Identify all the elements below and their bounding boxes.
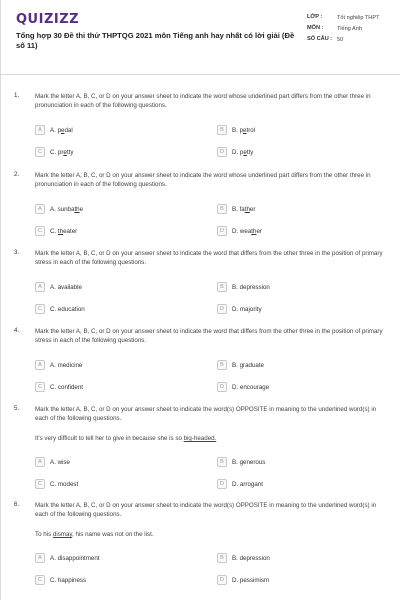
option-label [50, 206, 83, 213]
option-letter-badge: B [217, 125, 227, 135]
count-label: SỐ CÂU : [307, 36, 333, 42]
sentence-suffix: , his name was not on the list. [72, 531, 154, 538]
answer-option-a[interactable] [35, 282, 82, 292]
option-label [50, 306, 85, 313]
option-label [50, 362, 82, 369]
question-number: 2. [14, 171, 20, 178]
option-text: A. disappointment [50, 554, 100, 562]
answer-option-d[interactable] [217, 304, 262, 314]
option-underlined: e [61, 126, 65, 134]
option-letter-badge: B [217, 282, 227, 292]
grade-value: Tốt nghiệp THPT [337, 15, 380, 21]
option-text-end: dal [64, 126, 73, 134]
sentence-underlined: big-headed. [183, 435, 217, 442]
option-label [232, 127, 255, 134]
option-letter-badge: A [35, 125, 45, 135]
question-text: Mark the letter A, B, C, or D on your answer sheet to indicate the word that differs from the other three in the position of primary stress in each of the following questions. [35, 328, 383, 344]
option-text: C. happiness [50, 576, 87, 584]
question-number: 6. [14, 501, 20, 508]
option-label [50, 384, 83, 391]
option-letter-badge: B [217, 204, 227, 214]
option-underlined: e [243, 126, 247, 134]
option-label [232, 206, 255, 213]
option-letter-badge: A [35, 457, 45, 467]
document-title: Tổng hợp 30 Đề thi thử THPTQG 2021 môn Tiếng anh hay nhất có lời giải (Đề số 11) [16, 31, 295, 50]
answer-option-c[interactable] [35, 575, 86, 585]
option-label [232, 384, 269, 391]
answer-option-d[interactable] [217, 479, 263, 489]
option-letter-badge: B [217, 553, 227, 563]
answer-option-c[interactable] [35, 226, 77, 236]
option-letter-badge: D [217, 575, 227, 585]
option-letter-badge: A [35, 282, 45, 292]
option-text: D. encourage [232, 383, 270, 391]
option-label [50, 284, 82, 291]
option-text: C. modest [50, 480, 79, 488]
option-text: D. majority [232, 305, 262, 313]
question-sentence [35, 434, 391, 443]
option-text: C. confident [50, 383, 84, 391]
option-text-end: er [256, 227, 262, 235]
option-text: B. graduate [232, 361, 264, 369]
option-text: A. available [50, 283, 82, 291]
worksheet-header [1, 0, 400, 75]
answer-option-c[interactable] [35, 304, 85, 314]
option-text: B. p [232, 126, 244, 134]
sentence-prefix: It's very difficult to tell her to give in because she is so [35, 435, 184, 442]
question-text: Mark the letter A, B, C, or D on your answer sheet to indicate the word(s) OPPOSITE in meaning to the underlined word(s) in each of the following questions. [35, 502, 377, 518]
answer-option-c[interactable] [35, 382, 83, 392]
option-letter-badge: C [35, 479, 45, 489]
option-text-end: eater [63, 227, 78, 235]
answer-option-d[interactable] [217, 226, 262, 236]
option-text: B. depression [232, 554, 270, 562]
option-text: B. fa [232, 205, 245, 213]
sentence-prefix: To his [35, 531, 53, 538]
question-number: 3. [14, 249, 20, 256]
option-letter-badge: C [35, 575, 45, 585]
option-text: D. p [232, 148, 244, 156]
option-underlined: e [243, 148, 247, 156]
option-text-end: tty [246, 148, 254, 156]
option-label [50, 577, 86, 584]
option-text: C. [50, 227, 58, 235]
count-value: 50 [337, 37, 344, 43]
option-label [232, 149, 253, 156]
option-text: D. pessimism [232, 576, 270, 584]
option-letter-badge: A [35, 204, 45, 214]
answer-option-a[interactable] [35, 553, 100, 563]
option-label [232, 481, 263, 488]
answer-option-b[interactable] [217, 125, 255, 135]
option-label [50, 459, 70, 466]
answer-option-b[interactable] [217, 282, 270, 292]
meta-panel [307, 14, 397, 47]
option-label [232, 555, 270, 562]
option-text: C. pr [50, 148, 64, 156]
option-text: A. p [50, 126, 62, 134]
option-text: A. wise [50, 458, 70, 466]
option-text: B. generous [232, 458, 266, 466]
option-label [232, 577, 269, 584]
answer-option-d[interactable] [217, 147, 253, 157]
option-underlined: th [57, 227, 64, 235]
option-underlined: th [244, 205, 250, 213]
option-letter-badge: A [35, 553, 45, 563]
option-letter-badge: B [217, 457, 227, 467]
option-letter-badge: D [217, 479, 227, 489]
option-underlined: th [74, 205, 80, 213]
answer-option-c[interactable] [35, 479, 78, 489]
question-number: 5. [14, 405, 20, 412]
sentence-underlined: dismay [52, 531, 73, 538]
option-letter-badge: D [217, 382, 227, 392]
question-text: Mark the letter A, B, C, or D on your answer sheet to indicate the word whose underlined part differs from the other three in pronunciation in each of the following questions. [35, 93, 371, 109]
option-letter-badge: C [35, 226, 45, 236]
option-letter-badge: C [35, 304, 45, 314]
option-text-end: tty [66, 148, 74, 156]
option-letter-badge: D [217, 226, 227, 236]
answer-option-d[interactable] [217, 575, 269, 585]
question-text: Mark the letter A, B, C, or D on your answer sheet to indicate the word(s) OPPOSITE in meaning to the underlined word(s) in each of the following questions. [35, 406, 377, 422]
option-text: D. arrogant [232, 480, 263, 488]
option-text-end: er [249, 205, 256, 213]
question-number: 4. [14, 327, 20, 334]
answer-option-a[interactable] [35, 125, 73, 135]
option-label [232, 459, 265, 466]
option-label [50, 149, 73, 156]
answer-option-a[interactable] [35, 360, 82, 370]
answer-option-a[interactable] [35, 204, 83, 214]
meta-count [307, 36, 397, 44]
option-text: A. sunba [50, 205, 75, 213]
option-label [232, 228, 262, 235]
answer-option-a[interactable] [35, 457, 70, 467]
question-text: Mark the letter A, B, C, or D on your answer sheet to indicate the word whose underlined part differs from the other three in pronunciation in each of the following questions. [35, 172, 371, 188]
option-text: C. education [50, 305, 85, 313]
option-text: B. depression [232, 283, 270, 291]
option-label [50, 127, 73, 134]
option-underlined: e [63, 148, 67, 156]
answer-option-b[interactable] [217, 553, 270, 563]
option-label [50, 228, 77, 235]
answer-option-b[interactable] [217, 360, 264, 370]
option-letter-badge: C [35, 147, 45, 157]
answer-option-c[interactable] [35, 147, 73, 157]
question-text: Mark the letter A, B, C, or D on your answer sheet to indicate the word that differs from the other three in the position of primary stress in each of the following questions. [35, 250, 383, 266]
option-label [50, 481, 78, 488]
option-label [50, 555, 100, 562]
question-sentence [35, 530, 391, 539]
subject-value: Tiếng Anh [337, 26, 362, 32]
option-letter-badge: D [217, 304, 227, 314]
option-label [232, 362, 264, 369]
subject-label: MÔN : [307, 25, 324, 31]
option-letter-badge: A [35, 360, 45, 370]
grade-label: LỚP : [307, 14, 323, 20]
meta-grade [307, 14, 397, 22]
option-text-end: trol [246, 126, 256, 134]
option-text-end: e [79, 205, 84, 213]
question-number: 1. [14, 92, 20, 99]
answer-option-d[interactable] [217, 382, 269, 392]
option-label [232, 306, 262, 313]
option-text: D. wea [232, 227, 252, 235]
quizizz-logo: QUIZIZZ [16, 12, 80, 27]
meta-subject [307, 25, 397, 33]
option-letter-badge: B [217, 360, 227, 370]
answer-option-b[interactable] [217, 457, 265, 467]
option-letter-badge: D [217, 147, 227, 157]
option-underlined: th [251, 227, 257, 235]
option-label [232, 284, 270, 291]
option-text: A. medicine [50, 361, 83, 369]
answer-option-b[interactable] [217, 204, 255, 214]
option-letter-badge: C [35, 382, 45, 392]
